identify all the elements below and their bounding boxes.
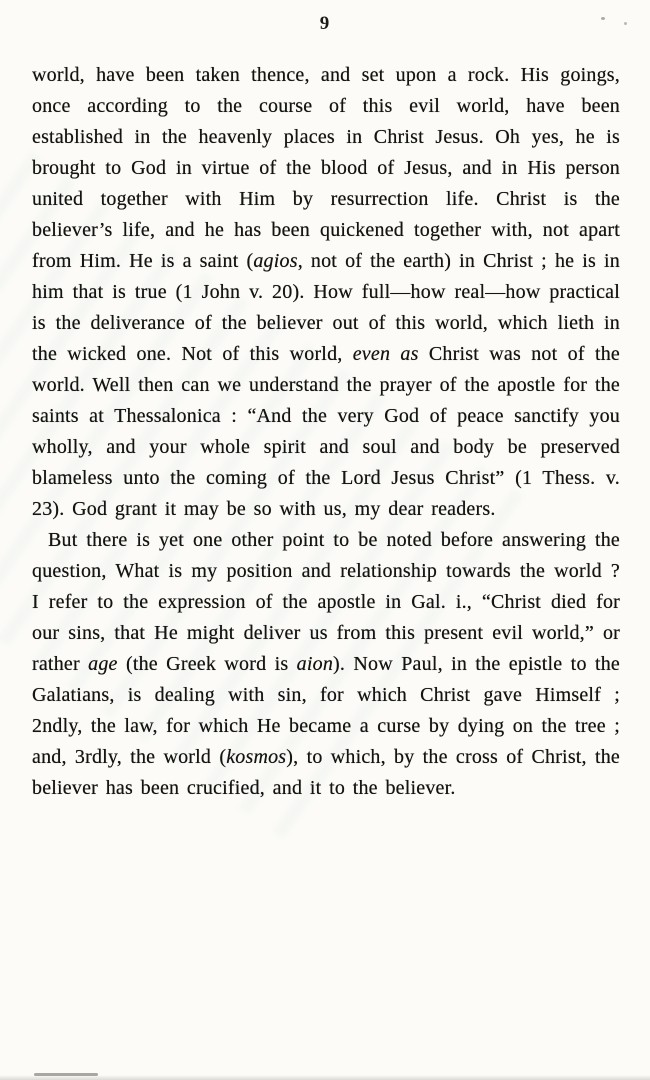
text-run: ), to which, by the cross of Christ, the believer has been crucified, and it to the believer. (32, 746, 621, 799)
scan-speck (601, 17, 605, 20)
italic-text-run: kosmos (226, 746, 287, 768)
text-run: , not of the earth) in Christ ; he is in him that is true (1 John v. 20). How full—how real—how practical is the deliverance of the believer out of this world, which lieth in the wicked one. Not of this world, (32, 250, 620, 365)
text-run: Christ was not of the world. Well then can we understand the prayer of the apostle for the saints at Thessalonica : “And the very God of peace sanctify you wholly, and your whole spirit and soul and body be preserved blameless unto the coming of the Lord Jesus Christ” (1 Thess. v. 23). God grant it may be so with us, my dear readers. (32, 343, 620, 520)
text-run: (the Greek word is (117, 653, 297, 675)
text-run: world, have been taken thence, and set upon a rock. His goings, once according to the course of this evil world, have been established in the heavenly places in Christ Jesus. Oh yes, he is brought to God in virtue of the blood of Jesus, and in His person united together with Him by resurrection life. Christ is the believer’s life, and he has been quickened together with, not apart from Him. He is a saint ( (32, 64, 620, 272)
italic-text-run: even as (352, 343, 419, 365)
page-body (32, 60, 620, 804)
page-number: 9 (319, 13, 331, 34)
scan-edge-shadow (0, 1075, 650, 1080)
italic-text-run: aion (296, 653, 334, 675)
paragraph (32, 525, 620, 804)
scan-speck (624, 22, 627, 25)
italic-text-run: age (88, 653, 118, 675)
italic-text-run: agios (253, 250, 298, 272)
paragraph (32, 60, 620, 525)
text-run: ). Now Paul, in the epistle to the Galatians, is dealing with sin, for which Christ gave Himself ; 2ndly, the law, for which He became a curse by dying on the tree ; and, 3rdly, the world ( (32, 653, 620, 768)
text-run: But there is yet one other point to be noted before answering the question, What is my position and relationship towards the world ? I refer to the expression of the apostle in Gal. i., “Christ died for our sins, that He might deliver us from this present evil world,” or rather (32, 529, 620, 675)
